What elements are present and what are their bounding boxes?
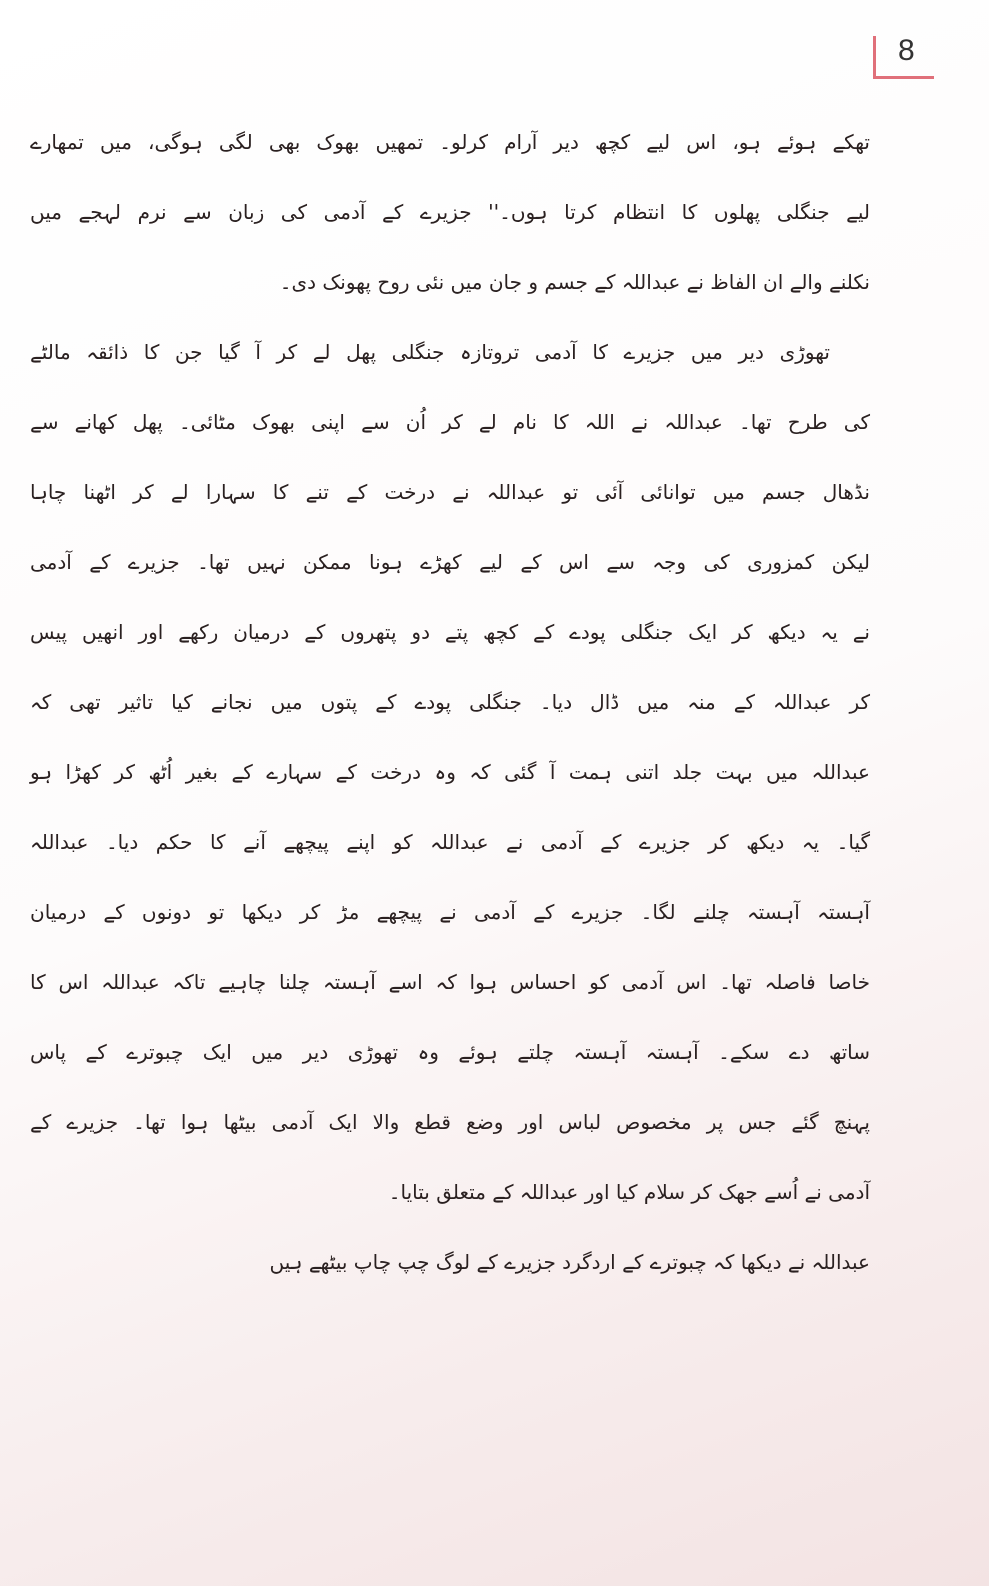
text-line: کی طرح تھا۔ عبداللہ نے اللہ کا نام لے کر اُن سے اپنی بھوک مٹائی۔ پھل کھانے سے — [30, 410, 870, 434]
text-line: عبداللہ نے دیکھا کہ چبوترے کے اردگرد جزیرے کے لوگ چپ چاپ بیٹھے ہیں — [269, 1250, 870, 1274]
text-line: نے یہ دیکھ کر ایک جنگلی پودے کے کچھ پتے دو پتھروں کے درمیان رکھے اور انھیں پیس — [30, 620, 870, 644]
text-line: پہنچ گئے جس پر مخصوص لباس اور وضع قطع والا ایک آدمی بیٹھا ہوا تھا۔ جزیرے کے — [30, 1110, 870, 1134]
text-line: کر عبداللہ کے منہ میں ڈال دیا۔ جنگلی پودے کے پتوں میں نجانے کیا تاثیر تھی کہ — [30, 690, 870, 714]
text-line: لیکن کمزوری کی وجہ سے اس کے لیے کھڑے ہونا ممکن نہیں تھا۔ جزیرے کے آدمی — [30, 550, 870, 574]
text-line: ساتھ دے سکے۔ آہستہ آہستہ چلتے ہوئے وہ تھوڑی دیر میں ایک چبوترے کے پاس — [30, 1040, 870, 1064]
text-line: تھوڑی دیر میں جزیرے کا آدمی تروتازہ جنگلی پھل لے کر آ گیا جن کا ذائقہ مالٹے — [30, 340, 830, 364]
page-number: 8 — [898, 34, 915, 67]
text-line: نڈھال جسم میں توانائی آئی تو عبداللہ نے درخت کے تنے کا سہارا لے کر اٹھنا چاہا — [30, 480, 870, 504]
text-line: خاصا فاصلہ تھا۔ اس آدمی کو احساس ہوا کہ اسے آہستہ چلنا چاہیے تاکہ عبداللہ اس کا — [30, 970, 870, 994]
text-line: تھکے ہوئے ہو، اس لیے کچھ دیر آرام کرلو۔ تمھیں بھوک بھی لگی ہوگی، میں تمھارے — [30, 130, 870, 154]
page-number-marker — [873, 36, 934, 79]
text-line: آدمی نے اُسے جھک کر سلام کیا اور عبداللہ کے متعلق بتایا۔ — [388, 1180, 870, 1204]
text-line: آہستہ آہستہ چلنے لگا۔ جزیرے کے آدمی نے پیچھے مڑ کر دیکھا تو دونوں کے درمیان — [30, 900, 870, 924]
text-line: نکلنے والے ان الفاظ نے عبداللہ کے جسم و جان میں نئی روح پھونک دی۔ — [279, 270, 870, 294]
text-line: عبداللہ میں بہت جلد اتنی ہمت آ گئی کہ وہ درخت کے سہارے کے بغیر اُٹھ کر کھڑا ہو — [30, 760, 870, 784]
body-text — [30, 112, 870, 1302]
text-line: لیے جنگلی پھلوں کا انتظام کرتا ہوں۔'' جزیرے کے آدمی کی زبان سے نرم لہجے میں — [30, 200, 870, 224]
text-line: گیا۔ یہ دیکھ کر جزیرے کے آدمی نے عبداللہ کو اپنے پیچھے آنے کا حکم دیا۔ عبداللہ — [30, 830, 870, 854]
